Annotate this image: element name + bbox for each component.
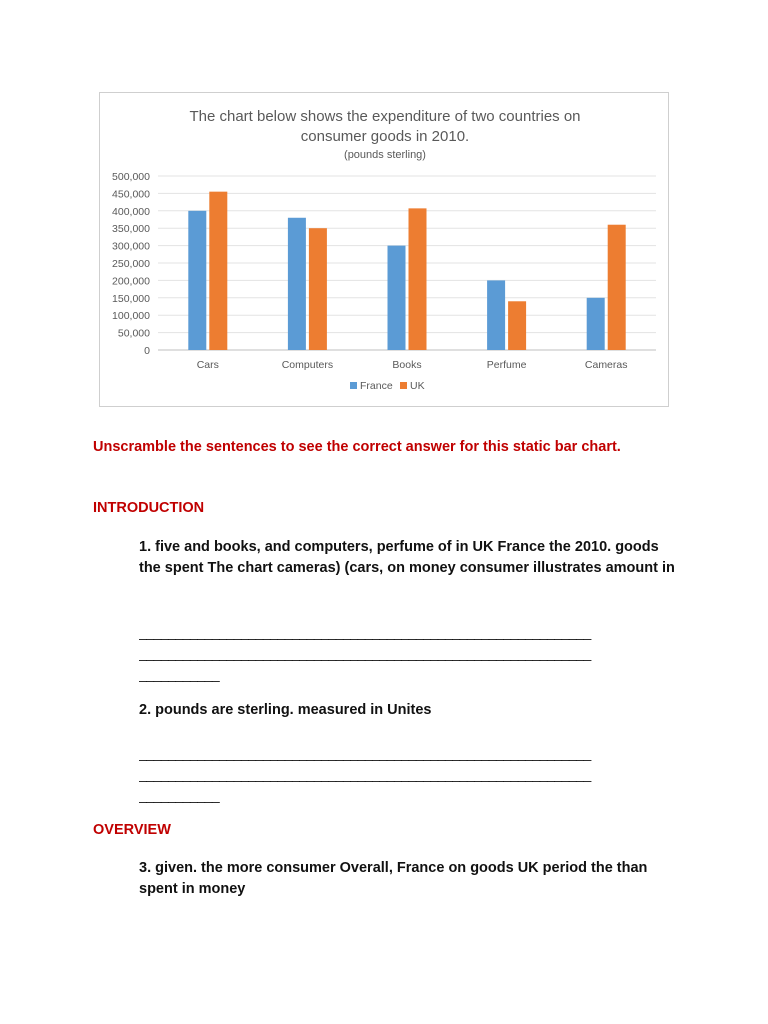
bar-uk-perfume xyxy=(508,301,526,350)
answer-line: ______________________________________________________________ xyxy=(139,624,591,640)
scrambled-sentence-2: 2. pounds are sterling. measured in Unites xyxy=(139,702,432,718)
y-tick-label: 0 xyxy=(144,345,150,357)
bar-france-cars xyxy=(188,211,206,350)
y-tick-label: 450,000 xyxy=(112,188,150,201)
bar-uk-computers xyxy=(309,228,327,350)
legend-label-france: France xyxy=(360,380,393,392)
introduction-heading: INTRODUCTION xyxy=(93,500,205,516)
bar-france-perfume xyxy=(487,280,505,350)
bars xyxy=(188,192,625,350)
bar-france-cameras xyxy=(587,298,605,350)
x-category-label: Computers xyxy=(281,359,334,371)
instruction-text: Unscramble the sentences to see the correct answer for this static bar chart. xyxy=(93,439,621,455)
bar-uk-books xyxy=(409,208,427,350)
bar-uk-cars xyxy=(209,192,227,350)
scrambled-sentence-1: 1. five and books, and computers, perfume of in UK France the 2010. goods the spent The chart cameras) (cars, on money consumer illustrates amount in xyxy=(139,539,675,576)
scrambled-sentence-3: 3. given. the more consumer Overall, France on goods UK period the than spent in money xyxy=(139,860,648,897)
bar-chart xyxy=(99,92,669,407)
x-category-label: Books xyxy=(392,359,422,371)
x-category-label: Cameras xyxy=(584,359,628,371)
y-tick-label: 200,000 xyxy=(112,275,150,288)
legend xyxy=(350,380,425,392)
answer-line: ______________________________________________________________ xyxy=(139,745,591,761)
y-tick-label: 350,000 xyxy=(112,223,150,236)
answer-line: ___________ xyxy=(139,666,220,682)
y-axis-ticks xyxy=(112,171,150,357)
y-tick-label: 150,000 xyxy=(112,292,150,305)
bar-france-computers xyxy=(288,218,306,350)
x-category-label: Perfume xyxy=(486,359,527,371)
answer-line: ___________ xyxy=(139,787,220,803)
bar-france-books xyxy=(388,246,406,350)
chart-canvas xyxy=(100,93,670,408)
y-tick-label: 50,000 xyxy=(117,327,150,340)
chart-title-line1: The chart below shows the expenditure of two countries on xyxy=(189,108,581,125)
legend-swatch-uk xyxy=(400,382,407,389)
y-tick-label: 400,000 xyxy=(112,205,150,218)
x-category-label: Cars xyxy=(196,359,219,371)
answer-line: ______________________________________________________________ xyxy=(139,645,591,661)
gridlines xyxy=(158,176,656,350)
legend-swatch-france xyxy=(350,382,357,389)
overview-heading: OVERVIEW xyxy=(93,822,171,838)
answer-line: ______________________________________________________________ xyxy=(139,766,591,782)
y-tick-label: 250,000 xyxy=(112,258,150,270)
legend-label-uk: UK xyxy=(410,380,425,392)
y-tick-label: 300,000 xyxy=(112,240,150,253)
chart-title-line2: consumer goods in 2010. xyxy=(300,128,470,145)
y-tick-label: 500,000 xyxy=(112,171,150,183)
chart-subtitle: (pounds sterling) xyxy=(344,149,426,161)
y-tick-label: 100,000 xyxy=(112,310,150,323)
x-axis-labels xyxy=(197,359,628,371)
bar-uk-cameras xyxy=(608,225,626,350)
